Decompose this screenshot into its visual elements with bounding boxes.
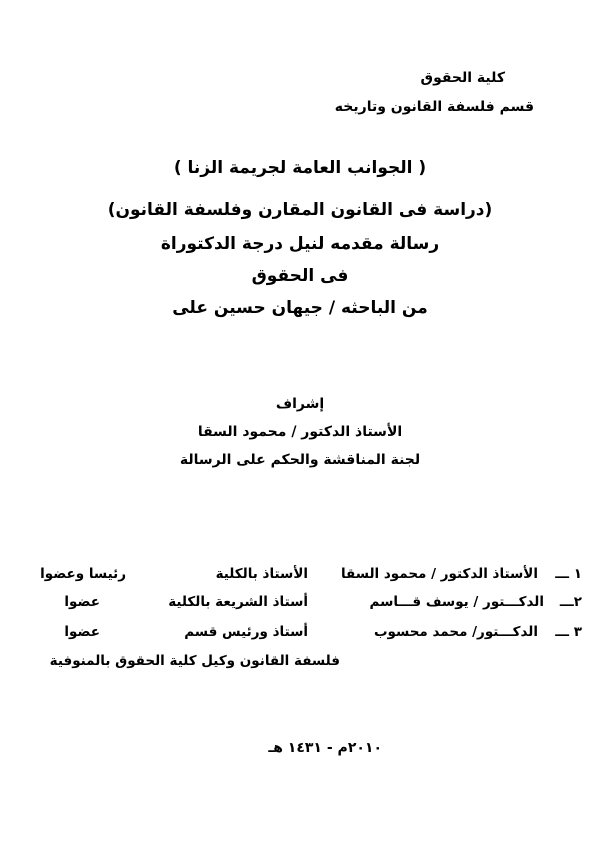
committee-row: [0, 594, 600, 616]
committee-heading: لجنة المناقشة والحكم على الرسالة: [179, 452, 421, 468]
committee-member-name: الدكـــتور / يوسف قـــاسم: [369, 594, 544, 610]
faculty-name: كلية الحقوق: [420, 70, 505, 86]
thesis-date: ٢٠١٠م - ١٤٣١ هـ: [268, 740, 382, 756]
committee-member-name: الدكـــتور/ محمد محسوب: [373, 624, 538, 640]
degree-statement: رسالة مقدمه لنيل درجة الدكتوراة: [160, 234, 440, 254]
supervision-label: إشراف: [275, 396, 325, 412]
researcher-name: من الباحثه / جيهان حسين على: [172, 298, 428, 318]
thesis-subtitle: (دراسة فى القانون المقارن وفلسفة القانون): [107, 200, 493, 220]
committee-member-role: عضوا: [64, 624, 100, 640]
committee-member-position: الأستاذ بالكلية: [215, 566, 308, 582]
committee-number: ٢ـــ: [559, 594, 582, 610]
committee-note: فلسفة القانون وكيل كلية الحقوق بالمنوفية: [49, 653, 340, 669]
committee-member-position: أستاذ الشريعة بالكلية: [168, 594, 308, 610]
department-name: قسم فلسفة القانون وتاريخه: [334, 99, 534, 115]
committee-member-role: رئيسا وعضوا: [40, 566, 126, 582]
committee-member-name: الأستاذ الدكتور / محمود السقا: [340, 566, 538, 582]
committee-member-role: عضوا: [64, 594, 100, 610]
committee-member-position: أستاذ ورئيس قسم: [184, 624, 308, 640]
committee-number: ٣ ـــ: [555, 624, 582, 640]
committee-row: [0, 624, 600, 646]
committee-number: ١ ـــ: [555, 566, 582, 582]
degree-field: فى الحقوق: [251, 266, 349, 286]
supervisor-name: الأستاذ الدكتور / محمود السقا: [197, 424, 403, 440]
thesis-title: ( الجوانب العامة لجريمة الزنا ): [173, 158, 427, 178]
committee-row: [0, 566, 600, 588]
